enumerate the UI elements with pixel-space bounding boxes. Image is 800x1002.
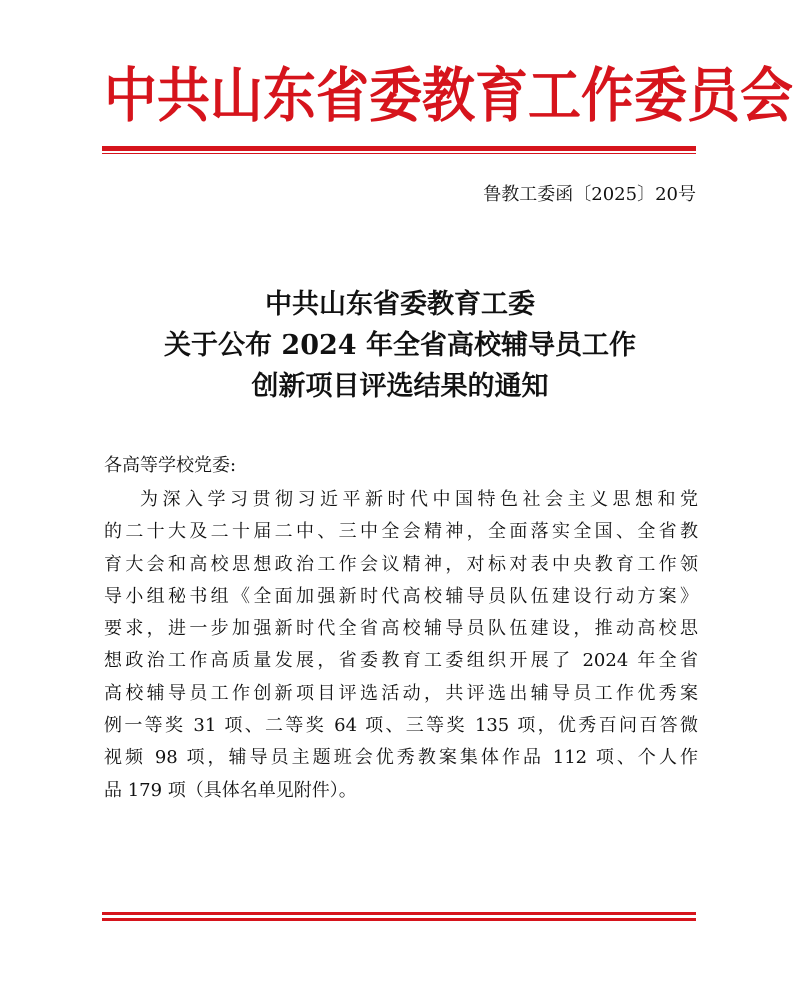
salutation: 各高等学校党委: xyxy=(104,455,237,476)
body-line: 要求，进一步加强新时代全省高校辅导员队伍建设，推动高校思 xyxy=(104,618,698,640)
body-paragraph xyxy=(104,484,698,807)
body-line: 育大会和高校思想政治工作会议精神，对标对表中央教育工作领 xyxy=(104,553,698,575)
red-header-organization-name: 中共山东省委教育工作委员会 xyxy=(104,62,793,131)
body-line: 的二十大及二十届二中、三中全会精神，全面落实全国、全省教 xyxy=(104,521,698,543)
body-line: 为深入学习贯彻习近平新时代中国特色社会主义思想和党 xyxy=(140,489,698,510)
footer-red-divider xyxy=(102,912,696,915)
body-line: 品 179 项（具体名单见附件）。 xyxy=(104,779,357,801)
document-number: 鲁教工委函〔2025〕20号 xyxy=(483,184,696,205)
notice-title xyxy=(0,284,800,407)
notice-title-line-3: 创新项目评选结果的通知 xyxy=(251,371,549,402)
notice-title-line-1: 中共山东省委教育工委 xyxy=(265,289,535,320)
header-red-divider-thin xyxy=(102,153,696,154)
notice-title-line-2: 关于公布 2024 年全省高校辅导员工作 xyxy=(164,330,636,361)
body-line: 导小组秘书组《全面加强新时代高校辅导员队伍建设行动方案》 xyxy=(104,585,698,607)
header-red-divider xyxy=(102,146,696,151)
body-line: 例一等奖 31 项、二等奖 64 项、三等奖 135 项，优秀百问百答微 xyxy=(104,715,698,737)
body-line: 视频 98 项，辅导员主题班会优秀教案集体作品 112 项、个人作 xyxy=(104,747,698,769)
body-line: 想政治工作高质量发展，省委教育工委组织开展了 2024 年全省 xyxy=(104,650,698,672)
footer-red-divider-second xyxy=(102,918,696,921)
body-line: 高校辅导员工作创新项目评选活动，共评选出辅导员工作优秀案 xyxy=(104,682,698,704)
